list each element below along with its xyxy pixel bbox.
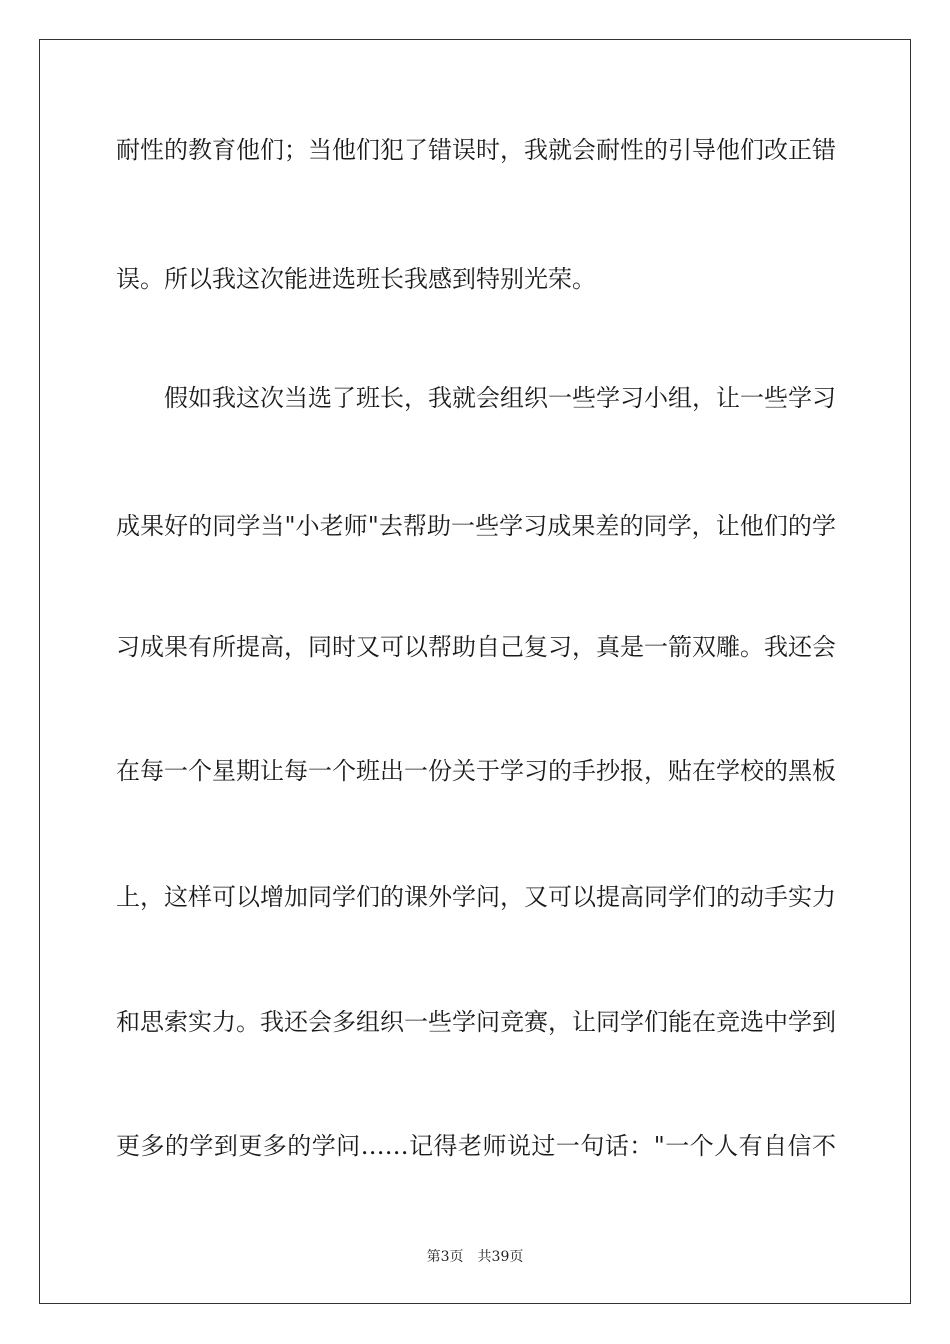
body-line-3: 假如我这次当选了班长，我就会组织一些学习小组，让一些学习 [164,384,836,412]
page-border [39,39,911,1304]
body-line-1: 耐性的教育他们；当他们犯了错误时，我就会耐性的引导他们改正错 [116,136,836,164]
body-line-9: 更多的学到更多的学问……记得老师说过一句话："一个人有自信不 [116,1132,836,1160]
body-line-8: 和思索实力。我还会多组织一些学问竞赛，让同学们能在竞选中学到 [116,1008,836,1036]
page-total: 共39页 [477,1249,524,1265]
page-footer [0,1248,950,1266]
body-line-7: 上，这样可以增加同学们的课外学问，又可以提高同学们的动手实力 [116,883,836,911]
body-line-4: 成果好的同学当"小老师"去帮助一些学习成果差的同学，让他们的学 [116,512,836,540]
body-line-5: 习成果有所提高，同时又可以帮助自己复习，真是一箭双雕。我还会 [116,633,836,661]
body-line-6: 在每一个星期让每一个班出一份关于学习的手抄报，贴在学校的黑板 [116,757,836,785]
page-number: 第3页 [426,1249,464,1265]
body-line-2: 误。所以我这次能进选班长我感到特别光荣。 [116,265,596,293]
